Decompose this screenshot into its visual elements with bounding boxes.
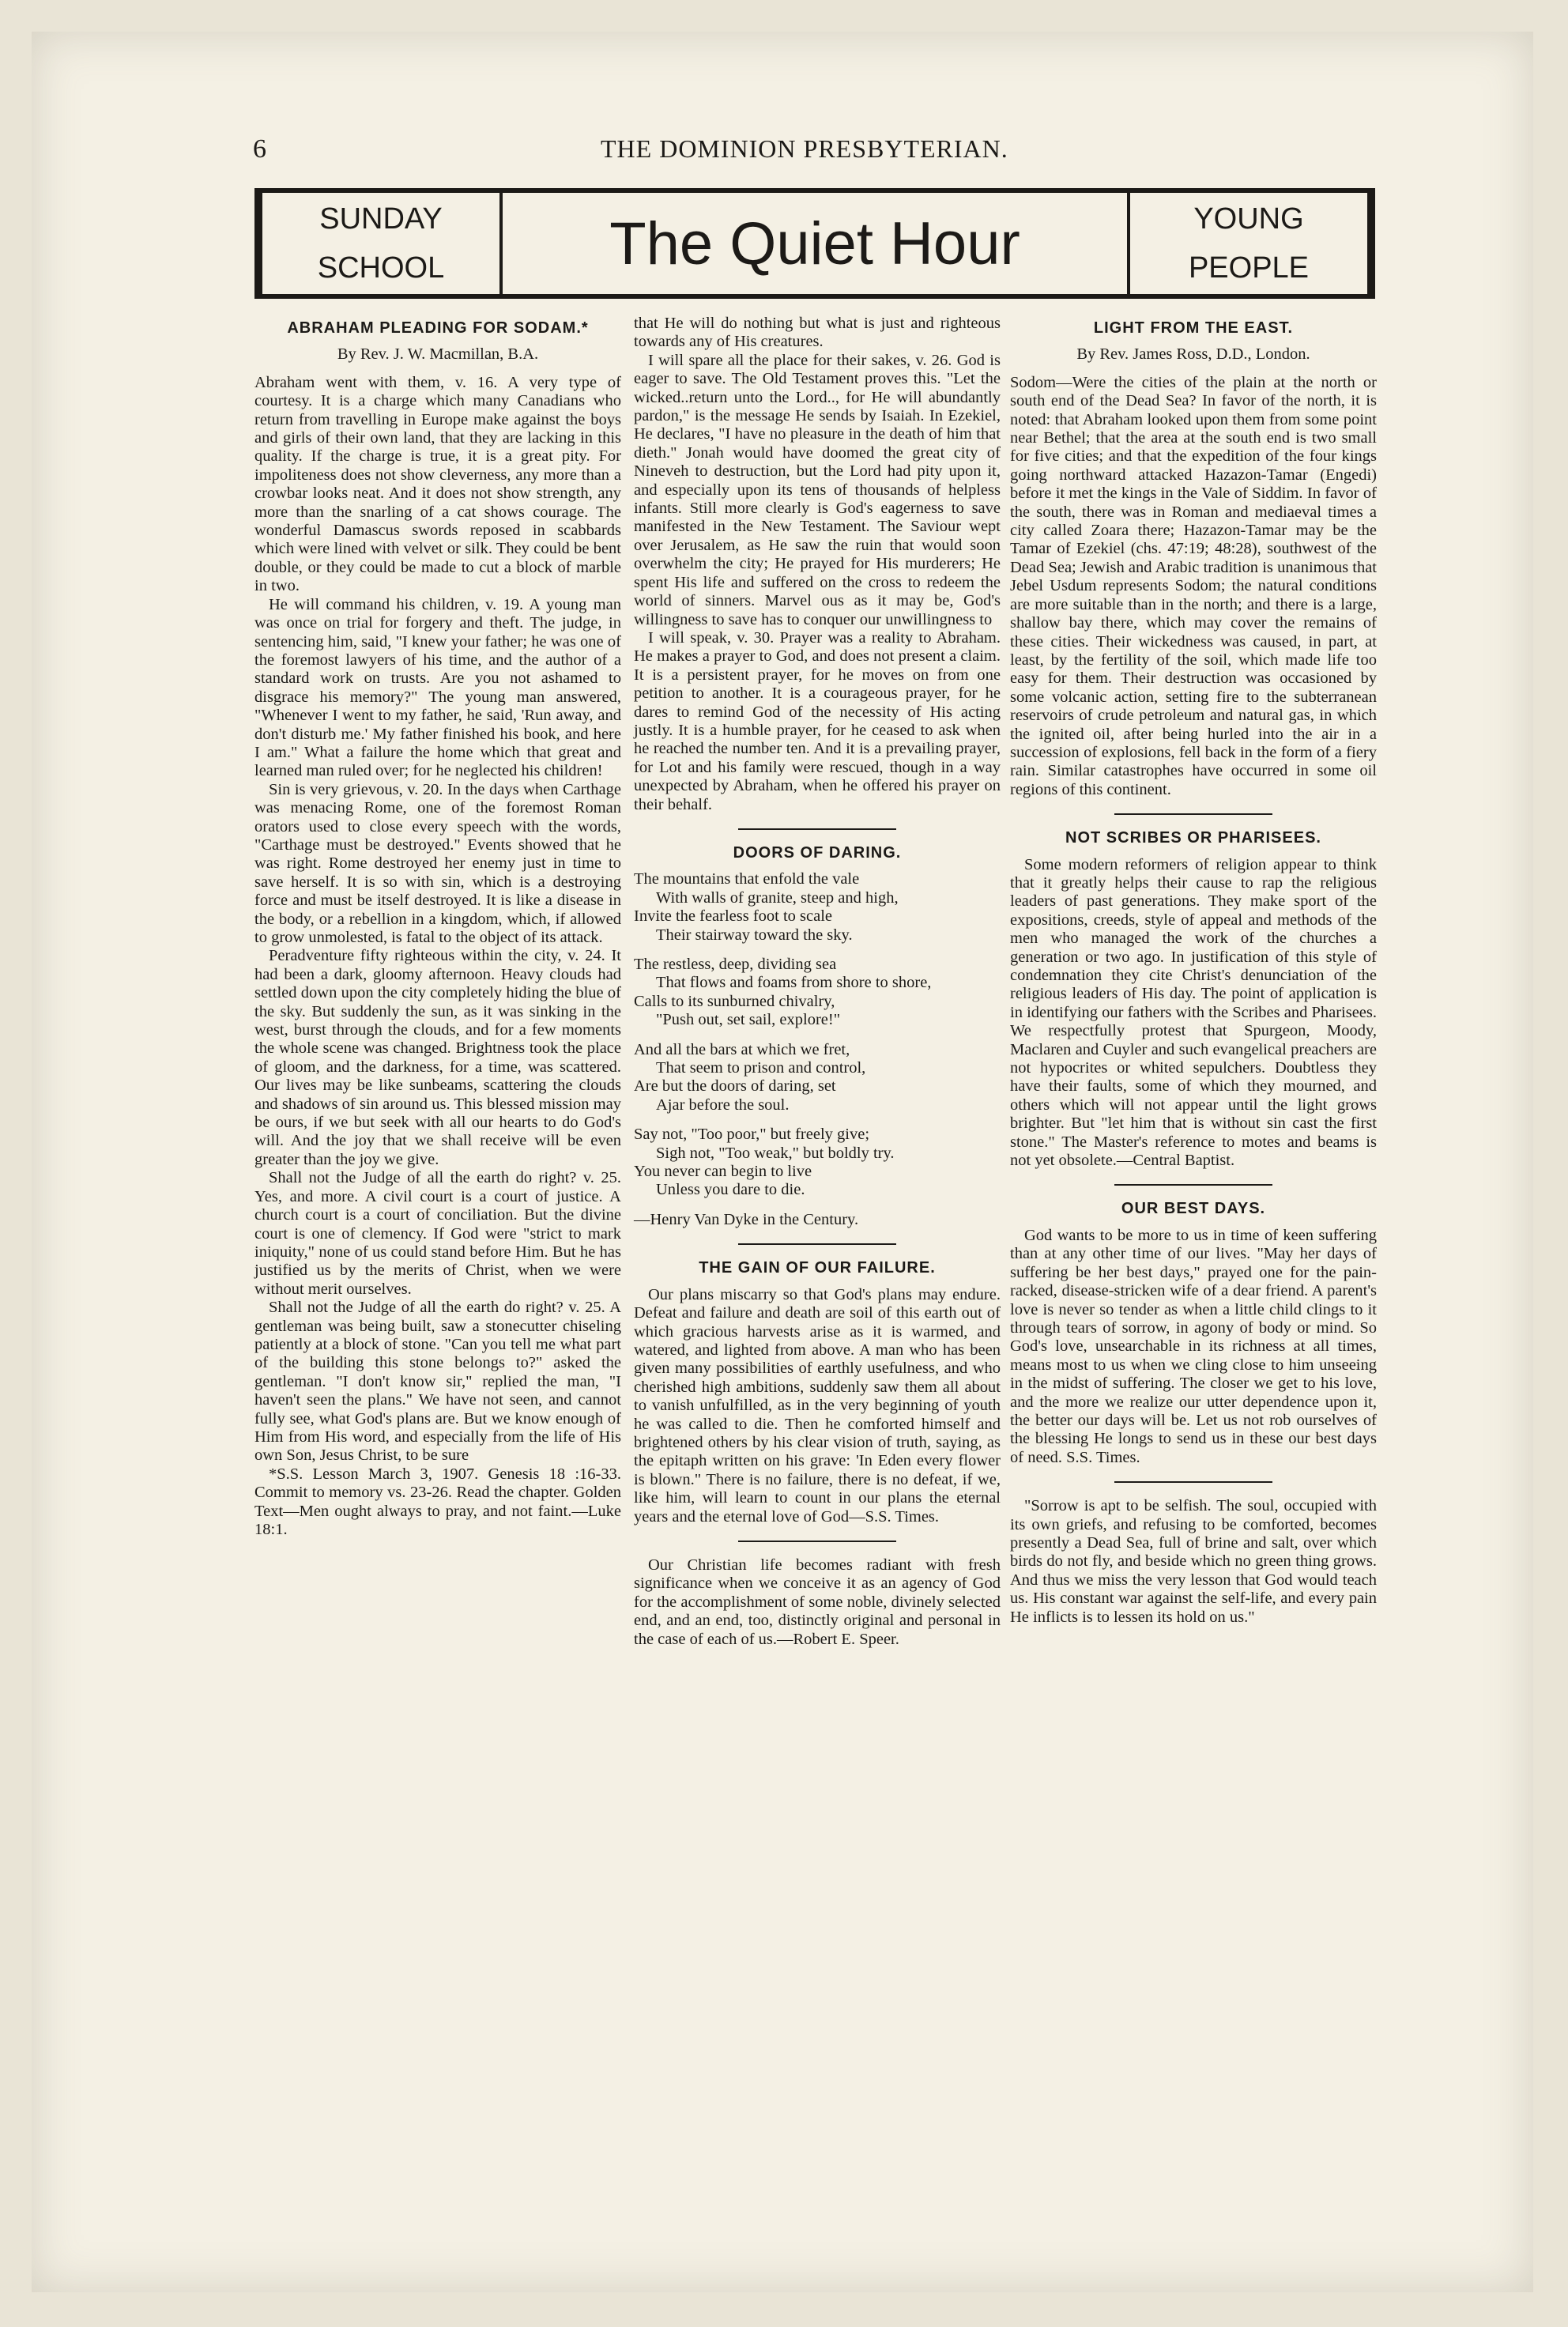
page-number: 6 <box>253 134 266 164</box>
divider <box>738 828 896 830</box>
paragraph: Our plans miscarry so that God's plans may endure. Defeat and failure and death are soil of this earth out of which gracious harvests arise as it is warmed, and watered, and lighted from above. A man who has been given many possibilities of earthly usefulness, and who cherished high ambitions, suddenly saw them all about to vanish unfulfilled, as in the very beginning of youth he was called to die. Then he comforted himself and brightened others by his clear vision of truth, saying, as the epitaph written on his grave: 'In Eden every flower is blown." There is no failure, there is no defeat, if we, like him, will learn to count in our plans the eternal years and the eternal love of God—S.S. Times. <box>634 1285 1001 1526</box>
poem-stanza <box>634 870 1001 945</box>
poem-line: Are but the doors of daring, set <box>634 1077 836 1096</box>
article-heading: OUR BEST DAYS. <box>1121 1200 1266 1218</box>
poem-line: Ajar before the soul. <box>656 1096 790 1114</box>
article-heading: NOT SCRIBES OR PHARISEES. <box>1065 829 1321 847</box>
divider <box>1114 1184 1272 1186</box>
banner-right-label <box>1127 193 1367 294</box>
section-banner <box>254 188 1375 299</box>
poem-line: Invite the fearless foot to scale <box>634 907 833 926</box>
poem <box>634 870 1001 1229</box>
paragraph: "Sorrow is apt to be selfish. The soul, occupied with its own griefs, and refusing to be comforted, becomes presently a Dead Sea, full of brine and salt, over which birds do not fly, and beside which no green thing grows. And thus we miss the very lesson that God would teach us. His constant war against the self-life, and every pain He inflicts is to lessen its hold on us." <box>1010 1497 1377 1626</box>
paragraph: Peradventure fifty righteous within the city, v. 24. It had been a dark, gloomy afternoon. Heavy clouds had settled down upon the city completely hiding the blue of the sky. But suddenly the sun, as it was sinking in the west, burst through the clouds, and for a few moments the whole scene was changed. Brightness took the place of gloom, and the darkness, for a time, was scattered. Our lives may be like sunbeams, scattering the clouds and shadows of sin around us. This blessed mission may be ours, if we but seek with all our hearts to do God's will. And the joy that we shall receive will be even greater than the joy we give. <box>254 947 621 1168</box>
poem-line: Calls to its sunburned chivalry, <box>634 992 835 1010</box>
poem-line: The restless, deep, dividing sea <box>634 956 837 973</box>
paragraph: that He will do nothing but what is just and righteous towards any of His creatures. <box>634 315 1001 351</box>
poem-attribution: —Henry Van Dyke in the Century. <box>634 1210 859 1228</box>
article-byline: By Rev. J. W. Macmillan, B.A. <box>337 345 539 364</box>
paragraph: He will command his children, v. 19. A young man was once on trial for forgery and theft. The judge, in sentencing him, said, "I knew your father; he was one of the foremost lawyers of his time, and the author of a standard work on trusts. Are you not ashamed to disgrace his memory?" The young man answered, "Whenever I went to my father, he said, 'Run away, and don't disturb me.' My father finished his book, and here I am." What a failure the home which that great and learned man ruled over; for he neglected his children! <box>254 595 621 780</box>
paragraph: Our Christian life becomes radiant with fresh significance when we conceive it as an agency of God for the accomplishment of some noble, divinely selected end, and an end, too, distinctly original and personal in the case of each of us.—Robert E. Speer. <box>634 1556 1001 1648</box>
divider <box>738 1243 896 1245</box>
poem-line: "Push out, set sail, explore!" <box>656 1011 841 1029</box>
poem-line: You never can begin to live <box>634 1163 812 1181</box>
banner-left-bottom: SCHOOL <box>317 251 445 285</box>
poem-heading: DOORS OF DARING. <box>733 843 902 862</box>
paragraph: Sin is very grievous, v. 20. In the days when Carthage was menacing Rome, one of the foremost Roman orators used to close every speech with the words, "Carthage must be destroyed." Events showed that he was right. Rome destroyed her enemy just in time to save herself. It is so with sin, which is a destroying force and must be itself destroyed. It is like a disease in the body, or a rebellion in a kingdom, which, if allowed to grow unmolested, is fatal to the object of its attack. <box>254 780 621 946</box>
paragraph: Sodom—Were the cities of the plain at the north or south end of the Dead Sea? In favor of the north, it is noted: that Abraham looked upon them from some point near Bethel; that the area at the south end is two small for five cities; and that the expedition of the four kings going northward attacked Hazazon-Tamar (Engedi) before it met the kings in the Vale of Siddim. In favor of the south, there was in Roman and mediaeval times a city called Zoara there; Hazazon-Tamar may be the Tamar of Ezekiel (chs. 47:19; 48:28), southwest of the Dead Sea; Jewish and Arabic tradition is unanimous that Jebel Usdum represents Sodom; the natural conditions are more suitable than in the north; and there is a large, shallow bay there, which may cover the remains of these cities. Their wickedness was caused, in part, at least, by the fertility of the soil, which made life too easy for them. Their destruction was occasioned by some volcanic action, setting fire to the subterranean reservoirs of crude petroleum and natural gas, in which the ignited oil, after being hurled into the air in a succession of explosions, fell back in the form of a fiery rain. Similar catastrophes have occurred in some oil regions of this continent. <box>1010 373 1377 798</box>
divider <box>1114 1481 1272 1483</box>
poem-line: And all the bars at which we fret, <box>634 1040 850 1058</box>
paragraph: God wants to be more to us in time of keen suffering than at any other time of our lives. "May her days of suffering be her best days," prayed one for the pain-racked, disease-stricken wife of a dear friend. A parent's love is never so tender as when a little child clings to it through tears of sorrow, in agony of body or mind. So God's love, unsearchable in its richness at all times, means most to us when we cling close to him unseeing in the midst of suffering. The closer we get to his love, and the more we realize our utter dependence upon it, the better our days will be. Let us not rob ourselves of the blessing He longs to send us in these our best days of need. S.S. Times. <box>1010 1226 1377 1466</box>
poem-line: Say not, "Too poor," but freely give; <box>634 1126 870 1144</box>
lesson-footnote: *S.S. Lesson March 3, 1907. Genesis 18 :16-33. Commit to memory vs. 23-26. Read the chapter. Golden Text—Men ought always to pray, and not faint.—Luke 18:1. <box>254 1465 621 1538</box>
paragraph: Some modern reformers of religion appear to think that it greatly helps their cause to rap the religious leaders of past generations. They make sport of the expositions, creeds, style of appeal and methods of the men who managed the work of the churches a generation or two ago. In justification of this style of condemnation they cite Christ's denunciation of the religious leaders of His day. The point of application is in identifying our fathers with the Scribes and Pharisees. We respectfully protest that Spurgeon, Moody, Maclaren and Cuyler and such evangelical preachers are not hypocrites or whited sepulchers. Doubtless they have their faults, some of which they mourned, and others which will not appear until the light grows brighter. But "let him that is without sin cast the first stone." The Master's reference to motes and beams is not yet obsolete.—Central Baptist. <box>1010 855 1377 1170</box>
column-1 <box>254 315 621 1539</box>
banner-left-label <box>262 193 503 294</box>
article-byline: By Rev. James Ross, D.D., London. <box>1076 345 1310 364</box>
running-header <box>253 134 1565 182</box>
banner-right-top: YOUNG <box>1193 202 1304 236</box>
paragraph: I will speak, v. 30. Prayer was a reality to Abraham. He makes a prayer to God, and does not present a claim. It is a persistent prayer, for he moves on from one petition to another. It is a courageous prayer, for he dares to remind God of the necessity of His acting justly. It is a humble prayer, for he ceased to ask when he reached the number ten. And it is a prevailing prayer, for Lot and his family were rescued, though in a way unexpected by Abraham, when he offered his prayer on their behalf. <box>634 628 1001 813</box>
banner-right-bottom: PEOPLE <box>1188 251 1310 285</box>
poem-stanza <box>634 1041 1001 1115</box>
poem-stanza <box>634 1126 1001 1200</box>
column-3 <box>1010 315 1377 1627</box>
poem-line: That seem to prison and control, <box>656 1059 866 1077</box>
banner-title: The Quiet Hour <box>609 209 1020 277</box>
article-heading: LIGHT FROM THE EAST. <box>1093 319 1294 337</box>
divider <box>738 1541 896 1542</box>
article-heading: THE GAIN OF OUR FAILURE. <box>699 1259 936 1277</box>
banner-left-top: SUNDAY <box>319 202 443 236</box>
column-2 <box>634 315 1001 1649</box>
paragraph: I will spare all the place for their sakes, v. 26. God is eager to save. The Old Testament proves this. "Let the wicked..return unto the Lord.., for He will abundantly pardon," is the message He sends by Isaiah. In Ezekiel, He declares, "I have no pleasure in the death of him that dieth." Jonah would have doomed the great city of Nineveh to destruction, but the Lord had pity upon it, and especially upon its tens of thousands of helpless infants. Still more clearly is God's eagerness to save manifested in the New Testament. The Saviour wept over Jerusalem, as He saw the ruin that would soon overwhelm the city; He prayed for His murderers; He spent His life and suffered on the cross to redeem the world of sinners. Marvel ous as it may be, God's willingness to save has to conquer our unwillingness to <box>634 351 1001 628</box>
poem-line: Sigh not, "Too weak," but boldly try. <box>656 1144 895 1162</box>
article-heading: ABRAHAM PLEADING FOR SODAM.* <box>287 319 589 337</box>
poem-line: The mountains that enfold the vale <box>634 870 860 888</box>
poem-line: Unless you dare to die. <box>656 1181 805 1199</box>
poem-line: With walls of granite, steep and high, <box>656 888 899 907</box>
divider <box>1114 813 1272 815</box>
paragraph: Abraham went with them, v. 16. A very type of courtesy. It is a charge which many Canadians who return from travelling in Europe make against the boys and girls of their own land, that they are lacking in this quality. If the charge is true, it is a great pity. For impoliteness does not show cleverness, any more than a crowbar looks neat. And it does not show strength, any more than the snarling of a cat shows courage. The wonderful Damascus swords reposed in scabbards which were lined with velvet or silk. They could be bent double, or they could be made to cut a block of marble in two. <box>254 373 621 595</box>
paragraph: Shall not the Judge of all the earth do right? v. 25. Yes, and more. A civil court is a court of justice. A church court is a court of conciliation. But the divine court is one of clemency. If God were "strict to mark iniquity," none of us could stand before Him. But he has justified us by the merits of Christ, when we were without merit ourselves. <box>254 1169 621 1298</box>
poem-line: That flows and foams from shore to shore, <box>656 974 932 992</box>
paragraph: Shall not the Judge of all the earth do right? v. 25. A gentleman was being built, saw a stonecutter chiseling patiently at a block of stone. "Can you tell me what part of the building this stone belongs to?" asked the gentleman. "I don't know sir," replied the man, "I haven't seen the plans." We have not seen, and cannot fully see, what God's plans are. But we know enough of Him from His word, and especially from the life of His own Son, Jesus Christ, to be sure <box>254 1299 621 1465</box>
poem-line: Their stairway toward the sky. <box>656 926 853 944</box>
journal-title: THE DOMINION PRESBYTERIAN. <box>601 134 1008 163</box>
poem-stanza <box>634 956 1001 1030</box>
